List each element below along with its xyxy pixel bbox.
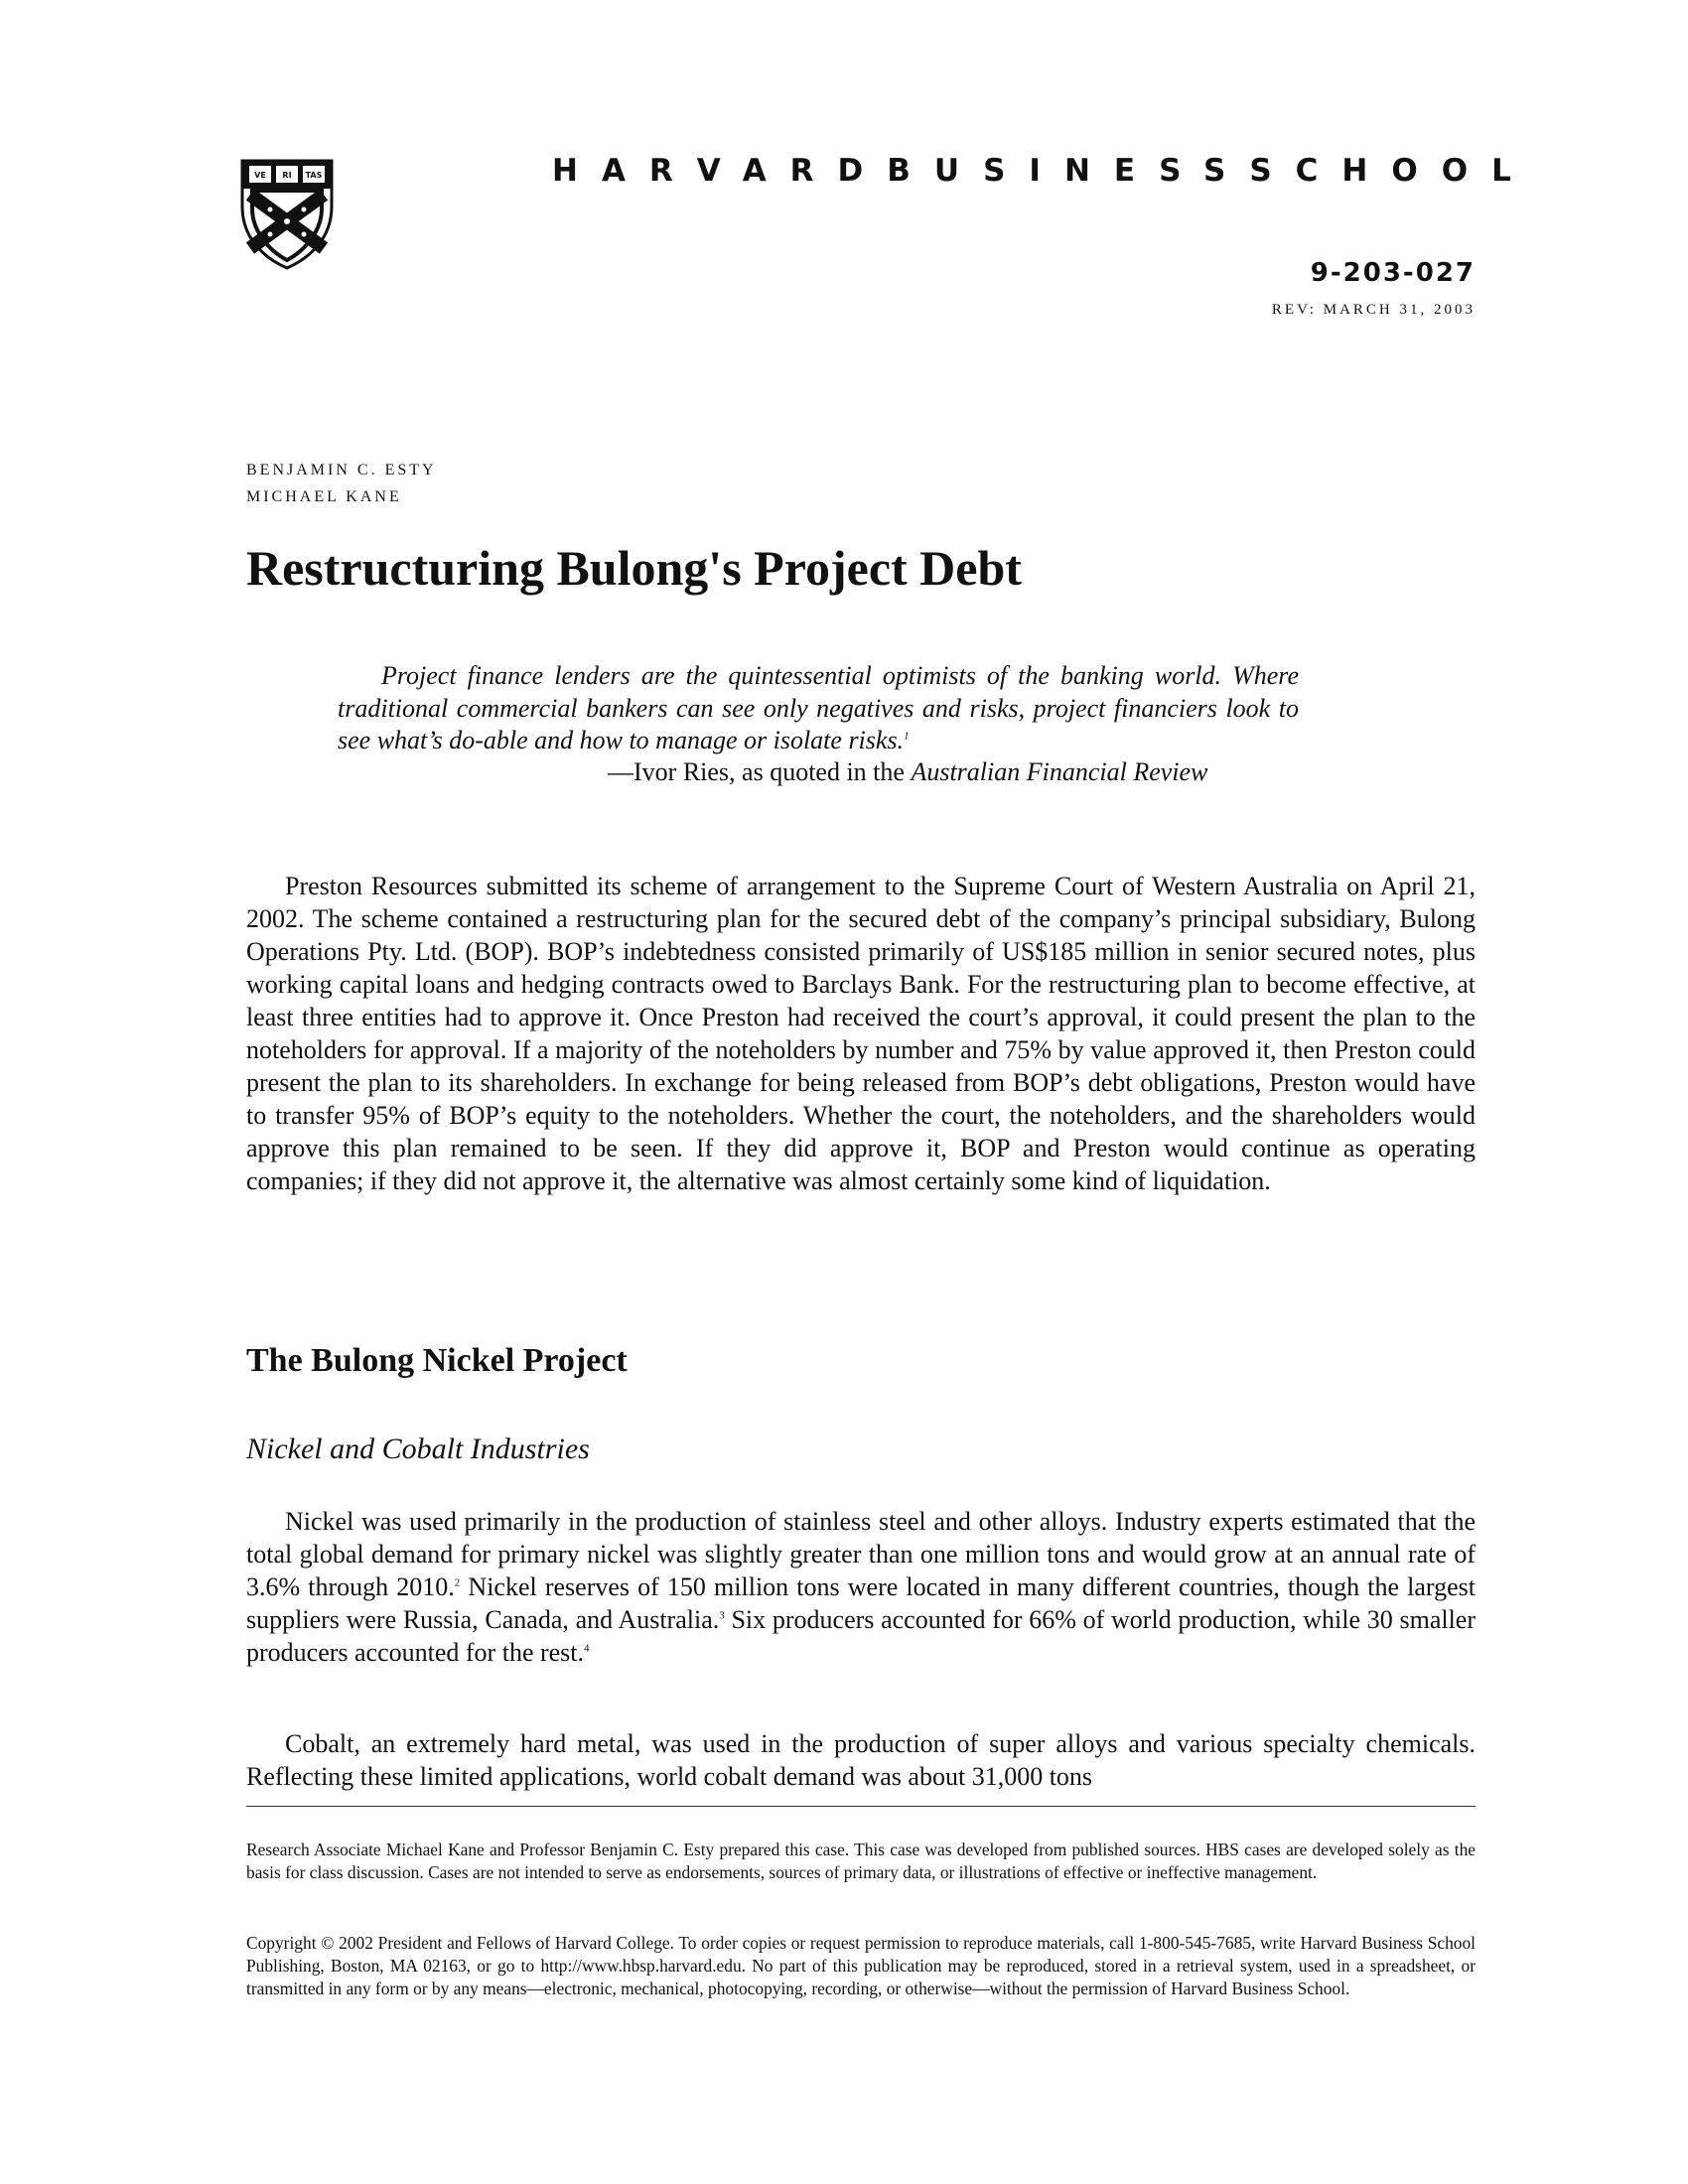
nickel-paragraph xyxy=(246,1505,1476,1669)
case-number: 9-203-027 xyxy=(1310,258,1476,288)
intro-paragraph: Preston Resources submitted its scheme of arrangement to the Supreme Court of Western Australia on April 21, 2002. The scheme contained a restructuring plan for the secured debt of the company’s principal subsidiary, Bulong Operations Pty. Ltd. (BOP). BOP’s indebtedness consisted primarily of US$185 million in senior secured notes, plus working capital loans and hedging contracts owed to Barclays Bank. For the restructuring plan to become effective, at least three entities had to approve it. Once Preston had received the court’s approval, it could present the plan to the noteholders for approval. If a majority of the noteholders by number and 75% by value approved it, then Preston could present the plan to its shareholders. In exchange for being released from BOP’s debt obligations, Preston would have to transfer 95% of BOP’s equity to the noteholders. Whether the court, the noteholders, and the shareholders would approve this plan remained to be seen. If they did approve it, BOP and Preston would continue as operating companies; if they did not approve it, the alternative was almost certainly some kind of liquidation. xyxy=(246,872,1476,1195)
nickel-text-part: Nickel reserves of 150 million tons were located in many different countries, though the largest suppliers were Russia, Canada, and Australia. xyxy=(246,1572,1476,1634)
footnote-ref: 1 xyxy=(904,730,910,743)
epigraph-text: Project finance lenders are the quintessential optimists of the banking world. Where traditional commercial bankers can see only negatives and risks, project financiers look to see what’s do-able and how to manage or isolate risks. xyxy=(338,661,1299,754)
section-heading: The Bulong Nickel Project xyxy=(246,1342,628,1379)
nickel-text-part: Nickel was used primarily in the production of stainless steel and other alloys. Industry experts estimated that the total global demand for primary nickel was slightly greater than one million tons and would grow at an annual rate of 3.6% through 2010. xyxy=(246,1507,1476,1601)
epigraph-attribution xyxy=(608,757,1207,787)
svg-text:TAS: TAS xyxy=(305,171,323,180)
author-name: BENJAMIN C. ESTY xyxy=(246,462,437,478)
svg-text:RI: RI xyxy=(282,171,292,180)
harvard-shield-logo xyxy=(240,159,334,270)
copyright-note: Copyright © 2002 President and Fellows of Harvard College. To order copies or request permission to reproduce materials, call 1-800-545-7685, write Harvard Business School Publishing, Boston, MA 02163, or go to http://www.hbsp.harvard.edu. No part of this publication may be reproduced, stored in a retrieval system, used in a spreadsheet, or transmitted in any form or by any means—electronic, mechanical, photocopying, recording, or otherwise—without the permission of Harvard Business School. xyxy=(246,1933,1476,1998)
preparation-note: Research Associate Michael Kane and Professor Benjamin C. Esty prepared this case. This case was developed from published sources. HBS cases are developed solely as the basis for class discussion. Cases are not intended to serve as endorsements, sources of primary data, or illustrations of effective or ineffective management. xyxy=(246,1840,1476,1882)
attribution-prefix: —Ivor Ries, as quoted in the xyxy=(608,757,912,786)
footnote-ref: 2 xyxy=(454,1576,461,1589)
attribution-source: Australian Financial Review xyxy=(911,757,1208,786)
author-name: MICHAEL KANE xyxy=(246,488,402,505)
subsection-heading: Nickel and Cobalt Industries xyxy=(246,1433,590,1465)
svg-text:VE: VE xyxy=(254,171,266,180)
footnote-divider xyxy=(246,1806,1476,1807)
epigraph-quote xyxy=(338,660,1299,757)
wordmark-business: BUSINESS xyxy=(887,153,1250,189)
nickel-text-part: Six producers accounted for 66% of world production, while 30 smaller producers accounted for the rest. xyxy=(246,1605,1477,1667)
author-list xyxy=(246,457,437,510)
wordmark-harvard: HARVARD xyxy=(552,153,888,189)
cobalt-paragraph: Cobalt, an extremely hard metal, was used in the production of super alloys and various specialty chemicals. Reflecting these limited applications, world cobalt demand was about 31,000 tons xyxy=(246,1729,1476,1791)
footnote-ref: 3 xyxy=(719,1609,725,1622)
revision-date: REV: MARCH 31, 2003 xyxy=(1271,302,1476,318)
footnote-ref: 4 xyxy=(584,1642,590,1655)
hbs-wordmark xyxy=(552,141,1535,201)
case-title: Restructuring Bulong's Project Debt xyxy=(246,540,1022,596)
wordmark-school: SCHOOL xyxy=(1249,153,1535,189)
